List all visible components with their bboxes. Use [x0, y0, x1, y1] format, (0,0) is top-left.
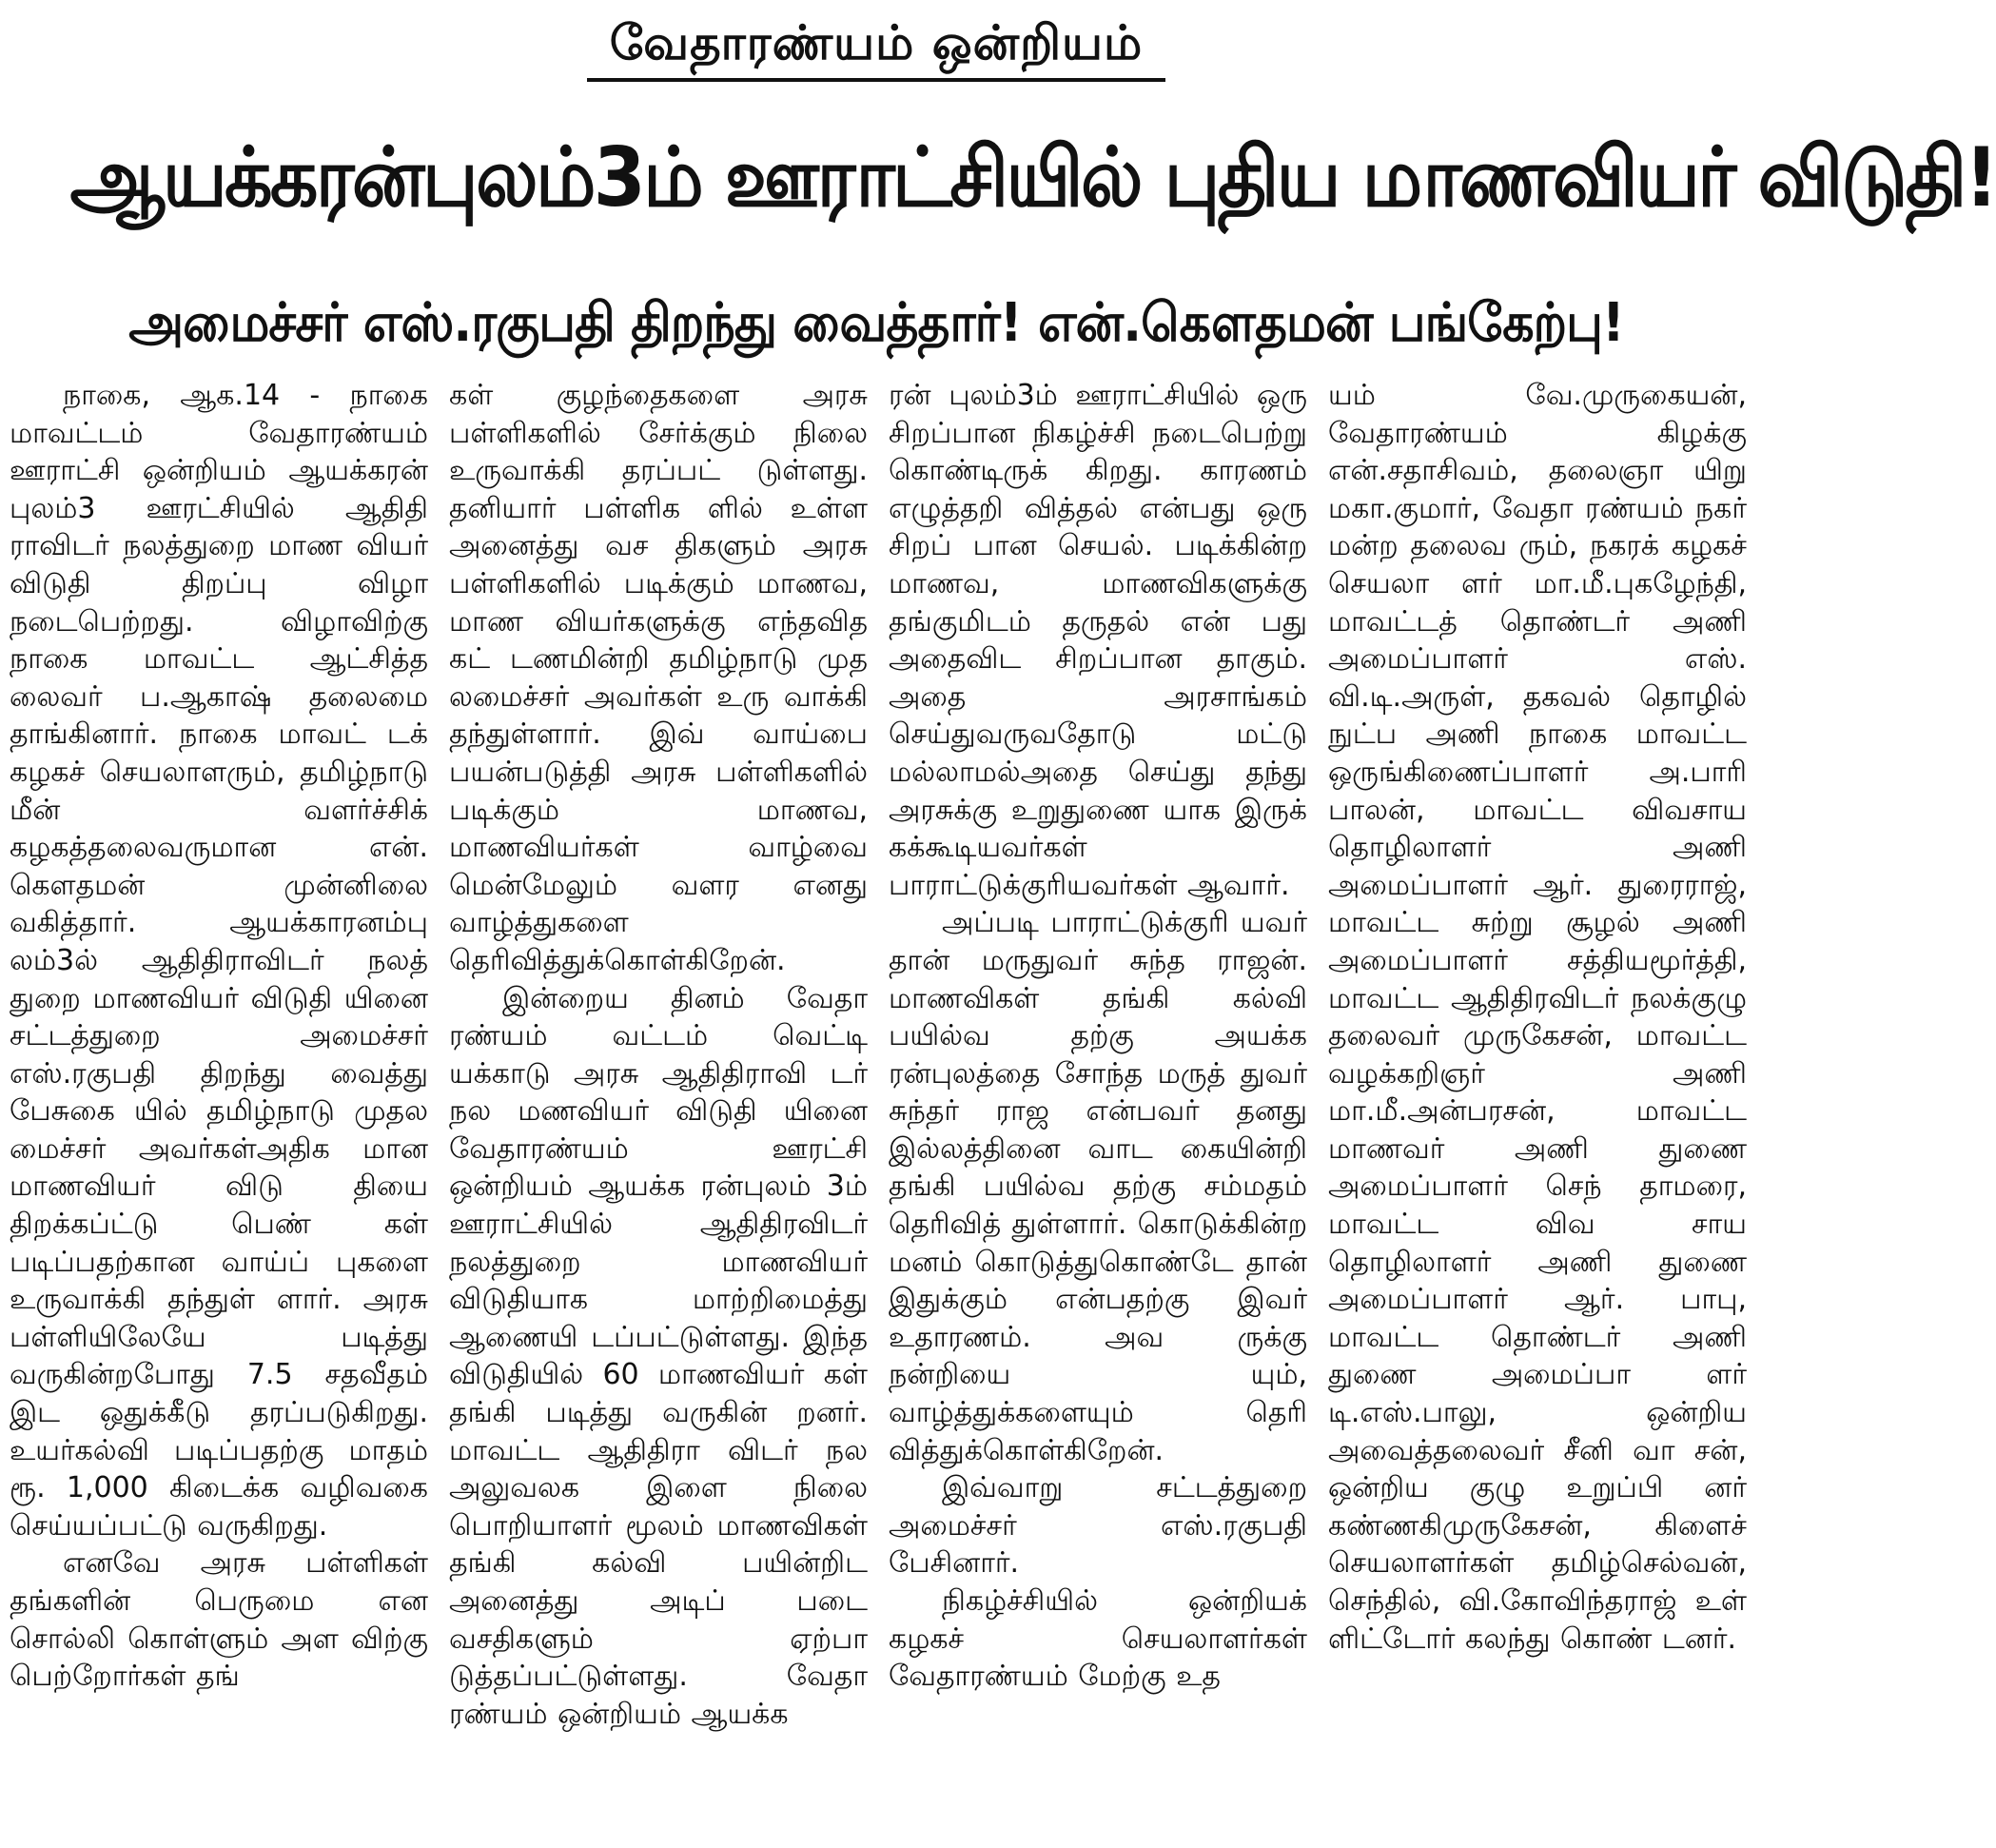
column-4 — [1328, 377, 1747, 1844]
paragraph: நிகழ்ச்சியில் ஒன்றியக் கழகச் செயலாளர்கள் வேதாரண்யம் மேற்கு உத — [889, 1584, 1307, 1694]
paragraph: அப்படி பாராட்டுக்குரி யவர் தான் மருதுவர் சுந்த ராஜன். மாணவிகள் தங்கி கல்வி பயில்வ தற்கு அயக்க ரன்புலத்தை சோந்த மருத் துவர் சுந்தர் ராஜ என்பவர் தனது இல்லத்தினை வாட கையின்றி தங்கி பயில்வ தற்கு சம்மதம் தெரிவித் துள்ளார். கொடுக்கின்ற மனம் கொடுத்துகொண்டே தான் இதுக்கும் என்பதற்கு இவர் உதாரணம். அவ ருக்கு நன்றியை யும், வாழ்த்துக்களையும் தெரி வித்துக்கொள்கிறேன். — [889, 906, 1307, 1467]
paragraph: இவ்வாறு சட்டத்துறை அமைச்சர் எஸ்.ரகுபதி பேசினார். — [889, 1471, 1307, 1581]
paragraph: எனவே அரசு பள்ளிகள் தங்களின் பெருமை என சொல்லி கொள்ளும் அள விற்கு பெற்றோர்கள் தங் — [10, 1546, 428, 1694]
article-body — [10, 377, 1747, 1844]
column-3 — [889, 377, 1307, 1844]
kicker-text: வேதாரண்யம் ஒன்றியம் — [587, 8, 1166, 82]
section-kicker — [0, 8, 1752, 82]
article-subheadline: அமைச்சர் எஸ்.ரகுபதி திறந்து வைத்தார்! என்.கௌதமன் பங்கேற்பு! — [128, 292, 1624, 354]
paragraph: இன்றைய தினம் வேதா ரண்யம் வட்டம் வெட்டி யக்காடு அரசு ஆதிதிராவி டர் நல மணவியர் விடுதி யினை வேதாரண்யம் ஊரட்சி ஒன்றியம் ஆயக்க ரன்புலம் 3ம் ஊராட்சியில் ஆதிதிரவிடர் நலத்துறை மாணவியர் விடுதியாக மாற்றிமைத்து ஆணையி டப்பட்டுள்ளது. இந்த விடுதியில் 60 மாணவியர் கள் தங்கி படித்து வருகின் றனர். மாவட்ட ஆதிதிரா விடர் நல அலுவலக இளை நிலை பொறியாளர் மூலம் மாணவிகள் தங்கி கல்வி பயின்றிட அனைத்து அடிப் படை வசதிகளும் ஏற்பா டுத்தப்பட்டுள்ளது. வேதா ரண்யம் ஒன்றியம் ஆயக்க — [449, 981, 868, 1731]
article-headline: ஆயக்கரன்புலம்3ம் ஊராட்சியில் புதிய மாணவியர் விடுதி! — [69, 130, 1996, 226]
column-2 — [449, 377, 868, 1844]
paragraph: ரன் புலம்3ம் ஊராட்சியில் ஒரு சிறப்பான நிகழ்ச்சி நடைபெற்று கொண்டிருக் கிறது. காரணம் எழுத்தறி வித்தல் என்பது ஒரு சிறப் பான செயல். படிக்கின்ற மாணவ, மாணவிகளுக்கு தங்குமிடம் தருதல் என் பது அதைவிட சிறப்பான தாகும். அதை அரசாங்கம் செய்துவருவதோடு மட்டு மல்லாமல்அதை செய்து தந்து அரசுக்கு உறுதுணை யாக இருக் கக்கூடியவர்கள் பாராட்டுக்குரியவர்கள் ஆவார். — [889, 379, 1307, 902]
paragraph: யம் வே.முருகையன், வேதாரண்யம் கிழக்கு என்.சதாசிவம், தலைஞா யிறு மகா.குமார், வேதா ரண்யம் நகர் மன்ற தலைவ ரும், நகரக் கழகச் செயலா ளர் மா.மீ.புகழேந்தி, மாவட்டத் தொண்டர் அணி அமைப்பாளர் எஸ். வி.டி.அருள், தகவல் தொழில் நுட்ப அணி நாகை மாவட்ட ஒருங்கிணைப்பாளர் அ.பாரி பாலன், மாவட்ட விவசாய தொழிலாளர் அணி அமைப்பாளர் ஆர். துரைராஜ், மாவட்ட சுற்று சூழல் அணி அமைப்பாளர் சத்தியமூர்த்தி, மாவட்ட ஆதிதிரவிடர் நலக்குழு தலைவர் முருகேசன், மாவட்ட வழக்கறிஞர் அணி மா.மீ.அன்பரசன், மாவட்ட மாணவர் அணி துணை அமைப்பாளர் செந் தாமரை, மாவட்ட விவ சாய தொழிலாளர் அணி துணை அமைப்பாளர் ஆர். பாபு, மாவட்ட தொண்டர் அணி துணை அமைப்பா ளர் டி.எஸ்.பாலு, ஒன்றிய அவைத்தலைவர் சீனி வா சன், ஒன்றிய குழு உறுப்பி னர் கண்ணகிமுருகேசன், கிளைச் செயலாளர்கள் தமிழ்செல்வன், செந்தில், வி.கோவிந்தராஜ் உள் ளிட்டோர் கலந்து கொண் டனர். — [1328, 379, 1747, 1656]
paragraph: கள் குழந்தைகளை அரசு பள்ளிகளில் சேர்க்கும் நிலை உருவாக்கி தரப்பட் டுள்ளது. தனியார் பள்ளிக ளில் உள்ள அனைத்து வச திகளும் அரசு பள்ளிகளில் படிக்கும் மாணவ, மாண வியர்களுக்கு எந்தவித கட் டணமின்றி தமிழ்நாடு முத லமைச்சர் அவர்கள் உரு வாக்கி தந்துள்ளார். இவ் வாய்பை பயன்படுத்தி அரசு பள்ளிகளில் படிக்கும் மாணவ, மாணவியர்கள் வாழ்வை மென்மேலும் வளர எனது வாழ்த்துகளை தெரிவித்துக்கொள்கிறேன். — [449, 379, 868, 977]
paragraph: நாகை, ஆக.14 - நாகை மாவட்டம் வேதாரண்யம் ஊராட்சி ஒன்றியம் ஆயக்கரன் புலம்3 ஊரட்சியில் ஆதிதி ராவிடர் நலத்துறை மாண வியர் விடுதி திறப்பு விழா நடைபெற்றது. விழாவிற்கு நாகை மாவட்ட ஆட்சித்த லைவர் ப.ஆகாஷ் தலைமை தாங்கினார். நாகை மாவட் டக் கழகச் செயலாளரும், தமிழ்நாடு மீன் வளர்ச்சிக் கழகத்தலைவருமான என். கௌதமன் முன்னிலை வகித்தார். ஆயக்காரனம்பு லம்3ல் ஆதிதிராவிடர் நலத் துறை மாணவியர் விடுதி யினை சட்டத்துறை அமைச்சர் எஸ்.ரகுபதி திறந்து வைத்து பேசுகை யில் தமிழ்நாடு முதல மைச்சர் அவர்கள்அதிக மான மாணவியர் விடு தியை திறக்கப்ட்டு பெண் கள் படிப்பதற்கான வாய்ப் புகளை உருவாக்கி தந்துள் ளார். அரசு பள்ளியிலேயே படித்து வருகின்றபோது 7.5 சதவீதம் இட ஒதுக்கீடு தரப்படுகிறது. உயர்கல்வி படிப்பதற்கு மாதம் ரூ. 1,000 கிடைக்க வழிவகை செய்யப்பட்டு வருகிறது. — [10, 379, 428, 1543]
column-1 — [10, 377, 428, 1844]
